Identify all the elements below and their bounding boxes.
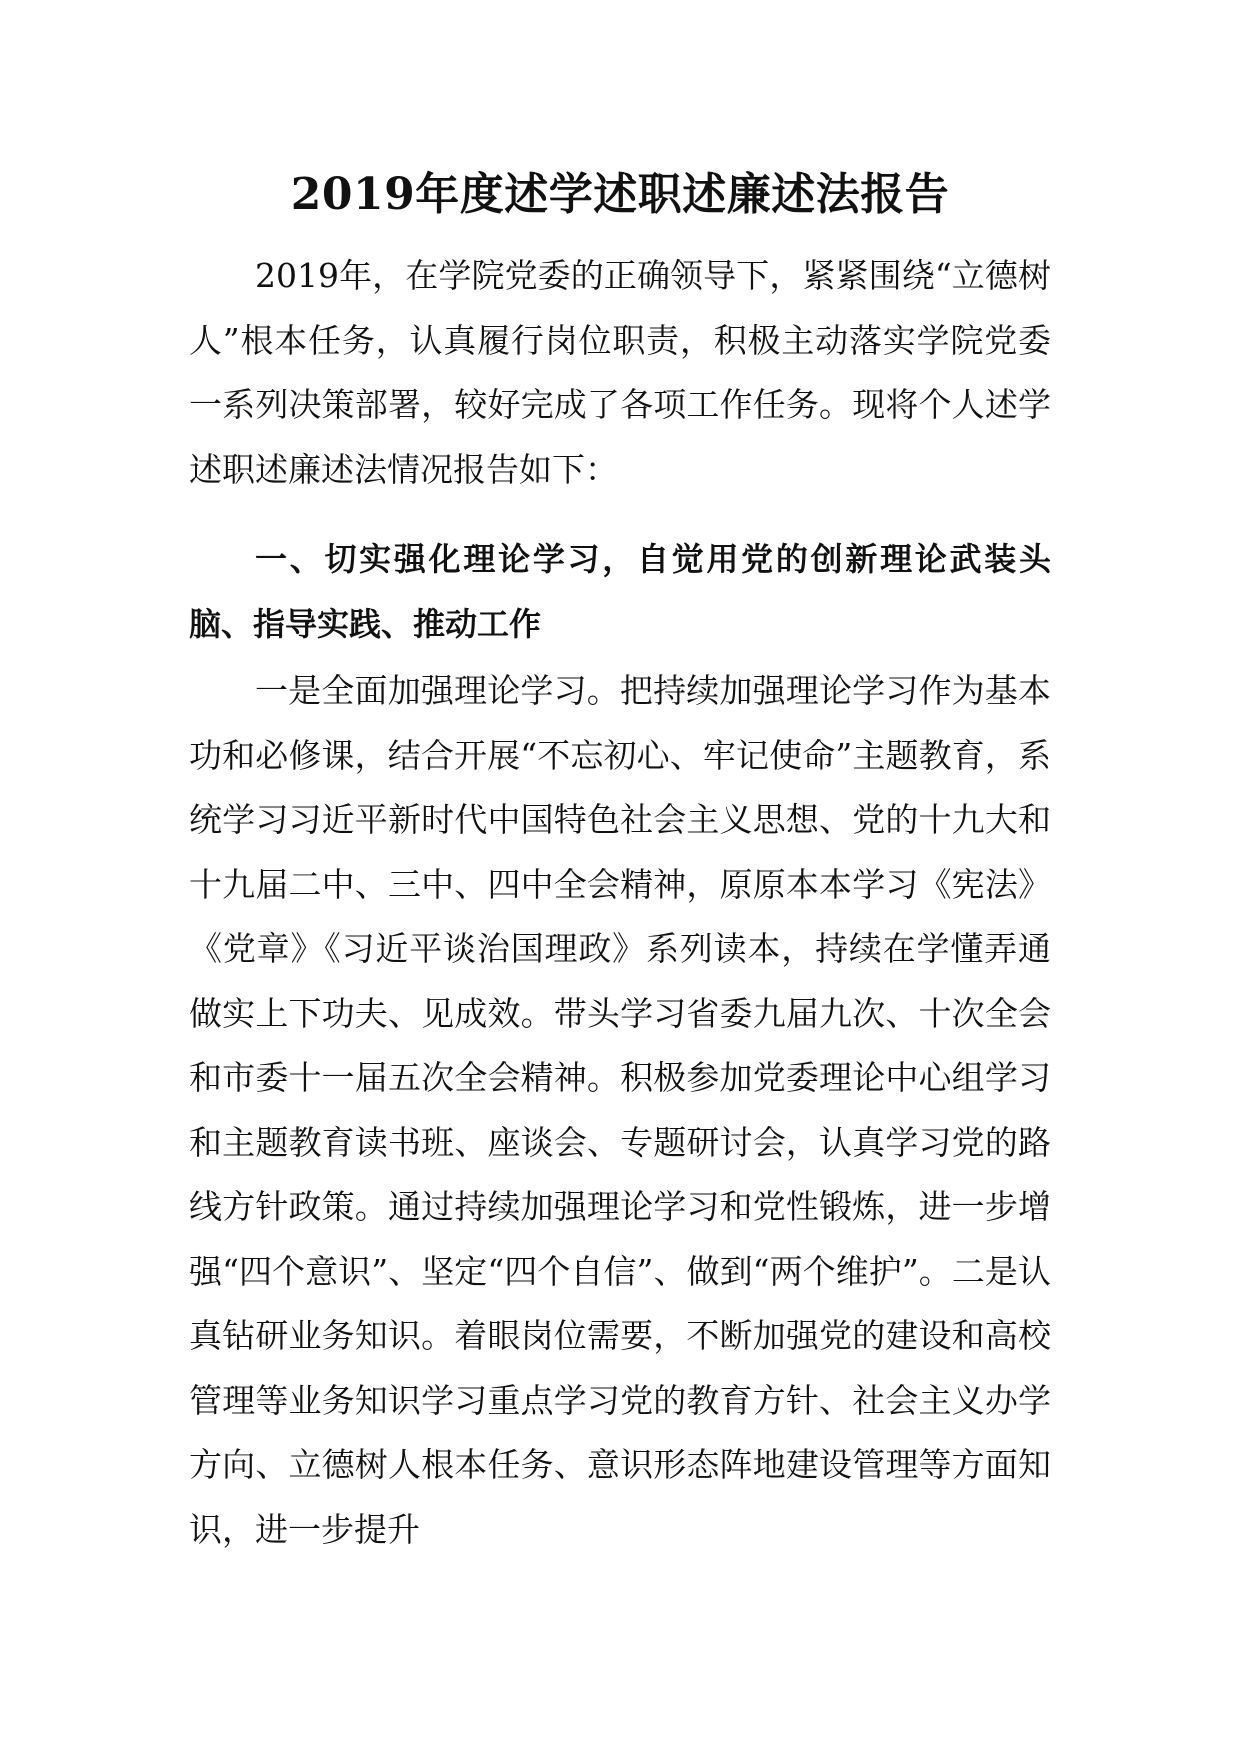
- document-title: 2019年度述学述职述廉述法报告: [290, 169, 950, 220]
- section-1-paragraph: 一是全面加强理论学习。把持续加强理论学习作为基本功和必修课，结合开展“不忘初心、牢记使命”主题教育，系统学习习近平新时代中国特色社会主义思想、党的十九大和十九届二中、三中、四中全会精神，原原本本学习《宪法》《党章》《习近平谈治国理政》系列读本，持续在学懂弄通做实上下功夫、见成效。带头学习省委九届九次、十次全会和市委十一届五次全会精神。积极参加党委理论中心组学习和主题教育读书班、座谈会、专题研讨会，认真学习党的路线方针政策。通过持续加强理论学习和党性锻炼，进一步增强“四个意识”、坚定“四个自信”、做到“两个维护”。二是认真钻研业务知识。着眼岗位需要，不断加强党的建设和高校管理等业务知识学习重点学习党的教育方针、社会主义办学方向、立德树人根本任务、意识形态阵地建设管理等方面知识，进一步提升: [189, 671, 1051, 1549]
- section-heading-1: 一、切实强化理论学习，自觉用党的创新理论武装头脑、指导实践、推动工作: [189, 540, 1051, 643]
- intro-paragraph: 2019年，在学院党委的正确领导下，紧紧围绕“立德树人”根本任务，认真履行岗位职责，积极主动落实学院党委一系列决策部署，较好完成了各项工作任务。现将个人述学述职述廉述法情况报告如下：: [189, 256, 1051, 489]
